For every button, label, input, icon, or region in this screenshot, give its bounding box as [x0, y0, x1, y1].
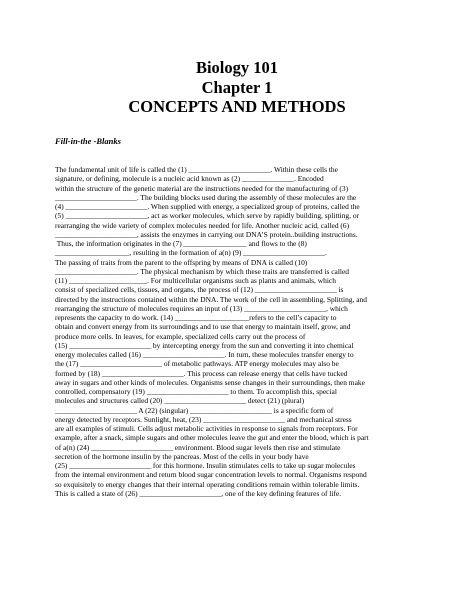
paragraph-line: Thus, the information originates in the (7) _________________ and flows to the (8) — [55, 239, 307, 248]
paragraph-line: directed by the instructions contained within the DNA. The work of the cell in assembling, Splitting, and — [55, 294, 367, 304]
course-title: Biology 101 — [195, 58, 279, 77]
paragraph-line: energy detected by receptors. Sunlight, heat, (23) ______________________ and mechanical stress — [55, 414, 352, 424]
paragraph-line: ____________________, resulting in the formation of a(n) (9) ______________________. — [55, 248, 327, 258]
paragraph-line: The fundamental unit of life is called the (1) ______________________. Within these cells the — [55, 165, 338, 174]
paragraph-line: ______________________, assists the enzymes in carrying out DNA’S protein..building instructions. — [55, 229, 358, 239]
paragraph-line: This is called a state of (26) ______________________, one of the key defining features of life. — [55, 488, 342, 498]
paragraph-line: of a(n) (24) ______________________ environment. Blood sugar levels then rise and stimulate — [55, 442, 341, 452]
paragraph-line: ______________________. The building blocks used during the assembly of these molecules are the — [55, 192, 357, 202]
paragraph-line: molecules and structures called (20) ______________________ detect (21) (plural) — [55, 396, 305, 406]
paragraph-line: represents the capacity to do work. (14) ____________________refers to the cell’s capacity to — [55, 313, 337, 322]
section-heading: Fill-in-the -Blanks — [55, 136, 121, 146]
paragraph-line: within the structure of the genetic material are the instructions needed for the manufacturing of (3) — [55, 183, 349, 193]
chapter-subtitle: CONCEPTS AND METHODS — [128, 97, 346, 116]
paragraph-line: produce more cells. In leaves, for example, specialized cells carry out the process of — [55, 331, 306, 341]
paragraph-line: so exquisitely to energy changes that their internal operating conditions remain within tolerable limits. — [55, 479, 360, 489]
paragraph-line: rearranging the structure of molecules requires an input of (13) ______________________, which — [55, 303, 348, 313]
paragraph-line: away in sugars and other kinds of molecules. Organisms sense changes in their surroundings, then make — [55, 377, 365, 387]
paragraph-line: signature, or defining, molecule is a nucleic acid known as (2) ______________. Encoded — [55, 174, 324, 184]
paragraph-line: energy molecules called (16) ______________________. In turn, these molecules transfer energy to — [55, 350, 354, 359]
paragraph-line: ______________________. The physical mechanism by which these traits are transferred is called — [55, 266, 349, 276]
paragraph-line: controlled, compensatory (19) ______________________ to them. To accomplish this, special — [55, 387, 337, 396]
paragraph-line: (5) ______________________, act as worker molecules, which serve by rapidly building, splitting, or — [55, 211, 360, 221]
paragraph-line: ______________________ A (22) (singular) ______________________ is a specific form of — [55, 405, 334, 415]
paragraph-line: example, after a snack, simple sugars and other molecules leave the gut and enter the blood, which is part — [55, 433, 369, 443]
paragraph-line: (11) _____________________. For multicellular organisms such as plants and animals, which — [55, 276, 336, 285]
paragraph-line: (15) ______________________ by intercepting energy from the sun and converting it into chemical — [55, 340, 354, 350]
paragraph-line: rearranging the wide variety of complex molecules needed for life. Another nucleic acid, called (6) — [55, 220, 350, 230]
paragraph-line: obtain and convert energy from its surroundings and to use that energy to maintain itself, grow, and — [55, 322, 351, 332]
paragraph-line: formed by (18) ______________________. This process can release energy that cells have tucked — [55, 368, 348, 378]
paragraph-line: are all examples of stimuli. Cells adjust metabolic activities in response to signals from receptors. For — [55, 424, 358, 433]
paragraph-line: The passing of traits from the parent to the offspring by means of DNA is called (10) — [55, 257, 308, 267]
paragraph-line: the (17) ______________________ of metabolic pathways. ATP energy molecules may also be — [55, 359, 339, 369]
paragraph-line: consist of specialized cells, tissues, and organs, the process of (12) ______________________ is — [55, 285, 344, 295]
title-block — [0, 58, 474, 117]
paragraph-line: from the internal environment and return blood sugar concentration levels to normal. Organisms respond — [55, 470, 367, 480]
paragraph-line: (25) ______________________ for this hormone. Insulin stimulates cells to take up sugar molecules — [55, 461, 356, 470]
paragraph-line: (4) ______________________. When supplied with energy, a specialized group of proteins, called the — [55, 202, 360, 211]
paragraph-line: secretion of the hormone insulin by the pancreas. Most of the cells in your body have — [55, 451, 309, 461]
fill-in-the-blanks-paragraph — [55, 165, 427, 498]
chapter-title: Chapter 1 — [201, 77, 273, 97]
